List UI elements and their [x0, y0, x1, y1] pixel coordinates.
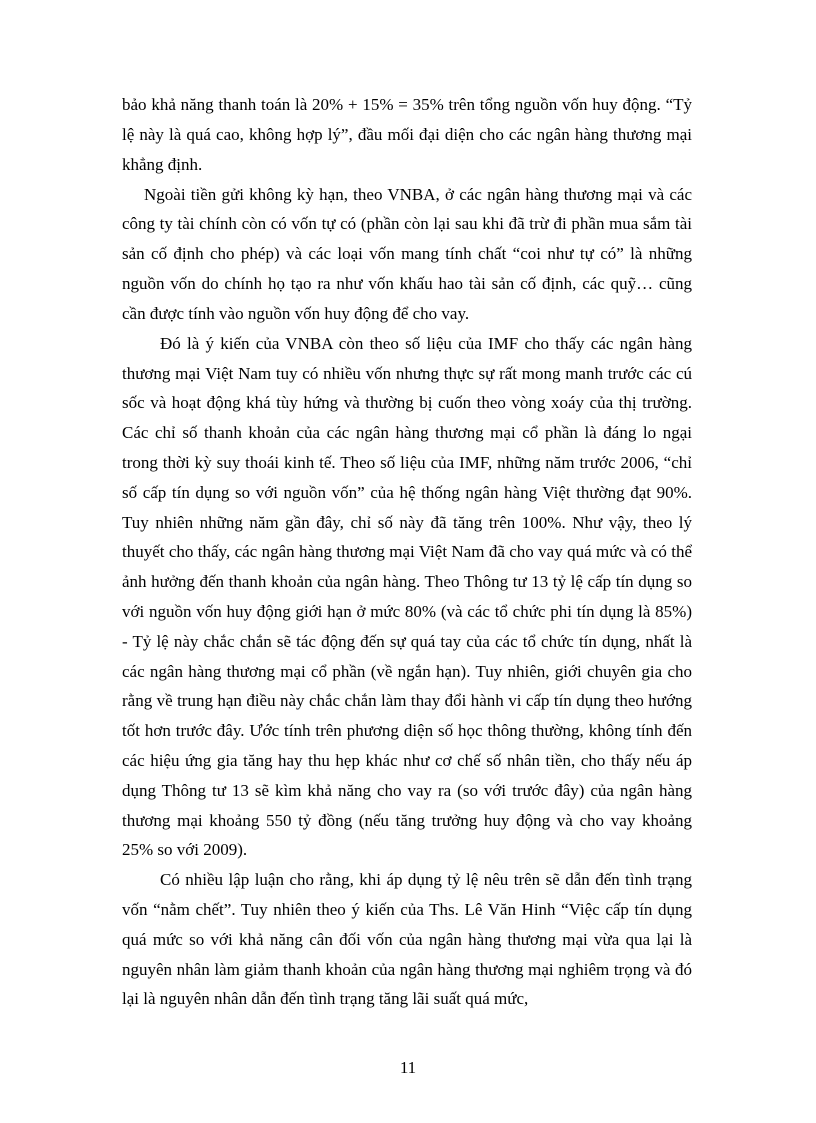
page-number: 11 [399, 1058, 417, 1077]
paragraph-4: Có nhiều lập luận cho rằng, khi áp dụng tỷ lệ nêu trên sẽ dẫn đến tình trạng vốn “nằm chết”. Tuy nhiên theo ý kiến của Ths. Lê Văn Hinh “Việc cấp tín dụng quá mức so với khả năng cân đối vốn của ngân hàng thương mại vừa qua lại là nguyên nhân làm giảm thanh khoản của ngân hàng thương mại nghiêm trọng và đó lại là nguyên nhân dẫn đến tình trạng tăng lãi suất quá mức, [122, 870, 692, 1009]
paragraph-1: bảo khả năng thanh toán là 20% + 15% = 35% trên tổng nguồn vốn huy động. “Tỷ lệ này là quá cao, không hợp lý”, đầu mối đại diện cho các ngân hàng thương mại khẳng định. [122, 95, 692, 174]
body-text [122, 90, 692, 1014]
paragraph-2: Ngoài tiền gửi không kỳ hạn, theo VNBA, ở các ngân hàng thương mại và các công ty tài chính còn có vốn tự có (phần còn lại sau khi đã trừ đi phần mua sắm tài sản cố định cho phép) và các loại vốn mang tính chất “coi như tự có” là những nguồn vốn do chính họ tạo ra như vốn khấu hao tài sản cố định, các quỹ… cũng cần được tính vào nguồn vốn huy động để cho vay. [122, 184, 692, 323]
paragraph-3: Đó là ý kiến của VNBA còn theo số liệu của IMF cho thấy các ngân hàng thương mại Việt Nam tuy có nhiều vốn nhưng thực sự rất mong manh trước các cú sốc và hoạt động khá tùy hứng và thường bị cuốn theo vòng xoáy của thị trường. Các chỉ số thanh khoản của các ngân hàng thương mại cổ phần là đáng lo ngại trong thời kỳ suy thoái kinh tế. Theo số liệu của IMF, những năm trước 2006, “chỉ số cấp tín dụng so với nguồn vốn” của hệ thống ngân hàng Việt thường đạt 90%. Tuy nhiên những năm gần đây, chỉ số này đã tăng trên 100%. Như vậy, theo lý thuyết cho thấy, các ngân hàng thương mại Việt Nam đã cho vay quá mức và có thể ảnh hưởng đến thanh khoản của ngân hàng. Theo Thông tư 13 tỷ lệ cấp tín dụng so với nguồn vốn huy động giới hạn ở mức 80% (và các tổ chức phi tín dụng là 85%) - Tỷ lệ này chắc chắn sẽ tác động đến sự quá tay của các tổ chức tín dụng, nhất là các ngân hàng thương mại cổ phần (về ngắn hạn). Tuy nhiên, giới chuyên gia cho rằng về trung hạn điều này chắc chắn làm thay đổi hành vi cấp tín dụng theo hướng tốt hơn trước đây. Ước tính trên phương diện số học thông thường, không tính đến các hiệu ứng gia tăng hay thu hẹp khác như cơ chế số nhân tiền, cho thấy nếu áp dụng Thông tư 13 sẽ kìm khả năng cho vay ra (so với trước đây) của ngân hàng thương mại khoảng 550 tỷ đồng (nếu tăng trưởng huy động và cho vay khoảng 25% so với 2009). [122, 333, 692, 860]
